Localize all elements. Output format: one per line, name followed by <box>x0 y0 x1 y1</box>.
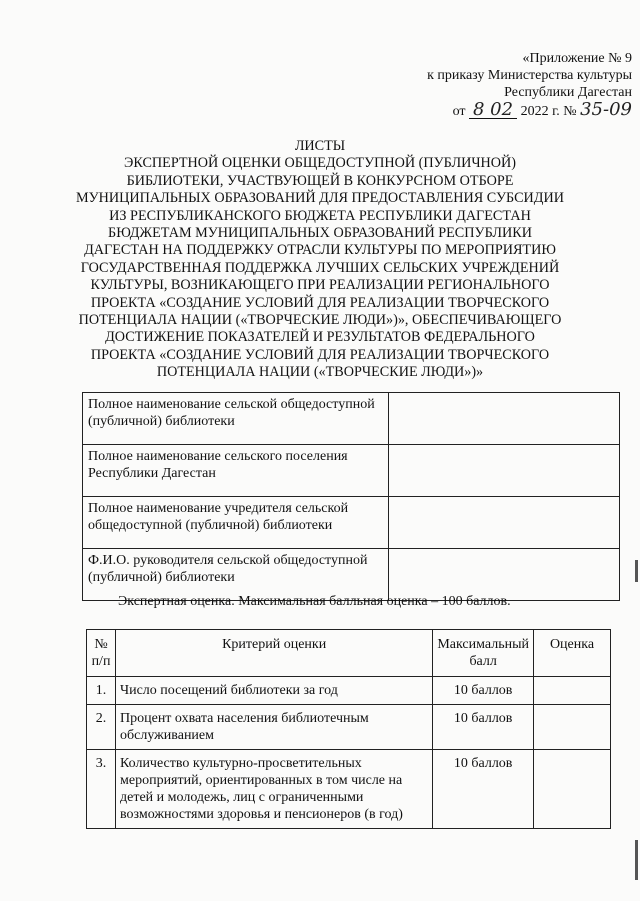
scan-edge-mark <box>635 560 638 582</box>
table-row <box>83 445 620 497</box>
annex-republic: Республики Дагестан <box>504 85 632 100</box>
row-max: 10 баллов <box>433 677 534 705</box>
row-score-field[interactable] <box>534 677 611 705</box>
title-line: БИБЛИОТЕКИ, УЧАСТВУЮЩЕЙ В КОНКУРСНОМ ОТБОРЕ <box>126 172 514 189</box>
info-label: Ф.И.О. руководителя сельской общедоступной (публичной) библиотеки <box>83 549 389 601</box>
info-value-field[interactable] <box>389 497 620 549</box>
header-num: № п/п <box>87 630 116 677</box>
year-text: 2022 г. № <box>520 104 577 119</box>
title-line: ПРОЕКТА «СОЗДАНИЕ УСЛОВИЙ ДЛЯ РЕАЛИЗАЦИИ ТВОРЧЕСКОГО <box>90 294 550 311</box>
info-label: Полное наименование учредителя сельской общедоступной (публичной) библиотеки <box>83 497 389 549</box>
row-score-field[interactable] <box>534 705 611 750</box>
title-line: ПОТЕНЦИАЛА НАЦИИ («ТВОРЧЕСКИЕ ЛЮДИ»)», ОБЕСПЕЧИВАЮЩЕГО <box>78 312 562 329</box>
row-criterion: Число посещений библиотеки за год <box>116 677 433 705</box>
row-num: 3. <box>87 750 116 829</box>
handwritten-number: 35-09 <box>580 99 632 120</box>
row-num: 1. <box>87 677 116 705</box>
title-line: ГОСУДАРСТВЕННАЯ ПОДДЕРЖКА ЛУЧШИХ СЕЛЬСКИХ УЧРЕЖДЕНИЙ <box>80 259 560 276</box>
library-info-table <box>82 392 620 601</box>
row-max: 10 баллов <box>433 750 534 829</box>
title-line: ИЗ РЕСПУБЛИКАНСКОГО БЮДЖЕТА РЕСПУБЛИКИ ДАГЕСТАН <box>109 207 531 224</box>
table-row <box>87 750 611 829</box>
annex-order: к приказу Министерства культуры <box>427 68 632 83</box>
criteria-table <box>86 629 611 829</box>
title-line: ЛИСТЫ <box>294 138 346 154</box>
row-max: 10 баллов <box>433 705 534 750</box>
info-value-field[interactable] <box>389 445 620 497</box>
row-num: 2. <box>87 705 116 750</box>
title-line: ДАГЕСТАН НА ПОДДЕРЖКУ ОТРАСЛИ КУЛЬТУРЫ ПО МЕРОПРИЯТИЮ <box>84 242 556 259</box>
title-line: КУЛЬТУРЫ, ВОЗНИКАЮЩЕГО ПРИ РЕАЛИЗАЦИИ РЕГИОНАЛЬНОГО <box>90 277 550 294</box>
info-label: Полное наименование сельского поселения Республики Дагестан <box>83 445 389 497</box>
annex-header <box>427 50 632 120</box>
title-line: ДОСТИЖЕНИЕ ПОКАЗАТЕЛЕЙ И РЕЗУЛЬТАТОВ ФЕДЕРАЛЬНОГО <box>105 329 535 346</box>
title-line: ЭКСПЕРТНОЙ ОЦЕНКИ ОБЩЕДОСТУПНОЙ (ПУБЛИЧНОЙ) <box>123 155 517 172</box>
table-header-row <box>87 630 611 677</box>
handwritten-date: 8 02 <box>469 101 517 119</box>
table-row <box>83 549 620 601</box>
annex-date-line <box>427 101 632 120</box>
title-line: ПОТЕНЦИАЛА НАЦИИ («ТВОРЧЕСКИЕ ЛЮДИ»)» <box>156 364 484 381</box>
info-value-field[interactable] <box>389 549 620 601</box>
table-row <box>87 705 611 750</box>
row-criterion: Количество культурно-просветительных мероприятий, ориентированных в том числе на детей и молодежь, лиц с ограниченными возможностями здоровья и пенсионеров (в год) <box>116 750 433 829</box>
title-line: ПРОЕКТА «СОЗДАНИЕ УСЛОВИЙ ДЛЯ РЕАЛИЗАЦИИ ТВОРЧЕСКОГО <box>90 346 550 363</box>
header-score: Оценка <box>534 630 611 677</box>
date-prefix: от <box>452 104 466 119</box>
info-value-field[interactable] <box>389 393 620 445</box>
scan-edge-mark <box>635 840 638 880</box>
annex-title: «Приложение № 9 <box>522 51 632 66</box>
table-row <box>83 497 620 549</box>
header-criterion: Критерий оценки <box>116 630 433 677</box>
row-criterion: Процент охвата населения библиотечным обслуживанием <box>116 705 433 750</box>
header-max: Максимальный балл <box>433 630 534 677</box>
title-line: МУНИЦИПАЛЬНЫХ ОБРАЗОВАНИЙ ДЛЯ ПРЕДОСТАВЛЕНИЯ СУБСИДИИ <box>76 190 564 207</box>
table-row <box>87 677 611 705</box>
document-title <box>60 138 580 382</box>
title-line: БЮДЖЕТАМ МУНИЦИПАЛЬНЫХ ОБРАЗОВАНИЙ РЕСПУБЛИКИ <box>108 225 532 242</box>
score-note: Экспертная оценка. Максимальная балльная оценка – 100 баллов. <box>118 594 511 609</box>
info-label: Полное наименование сельской общедоступной (публичной) библиотеки <box>83 393 389 445</box>
row-score-field[interactable] <box>534 750 611 829</box>
table-row <box>83 393 620 445</box>
